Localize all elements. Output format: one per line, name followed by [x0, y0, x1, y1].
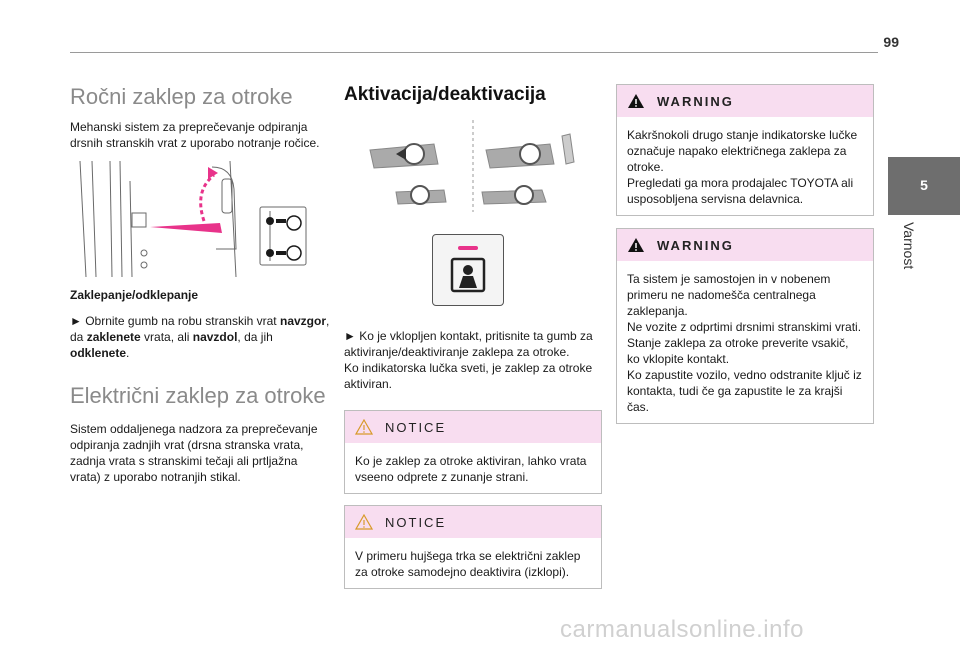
lock-unlock-subheading: Zaklepanje/odklepanje: [70, 288, 199, 302]
warning-line: Pregledati ga mora prodajalec TOYOTA ali usposobljena servisna delavnica.: [627, 176, 854, 206]
chapter-tab-label: [899, 222, 919, 312]
right-column: [616, 84, 874, 424]
instr-down: navzdol: [192, 330, 238, 344]
section-title-manual-lock: Ročni zaklep za otroke: [70, 84, 293, 109]
warning-line: Ko zapustite vozilo, vedno odstranite ključ iz kontakta, tudi če ga zapustite le za krajši čas.: [627, 368, 862, 414]
warning-icon: [627, 237, 645, 253]
warning-box-1: [616, 84, 874, 216]
indicator-explanation: Ko indikatorska lučka sveti, je zaklep za otroke aktiviran.: [344, 361, 593, 391]
watermark: carmanualsonline.info: [560, 616, 804, 643]
instr-up: navzgor: [279, 314, 326, 328]
door-latch-icon: [70, 161, 315, 277]
notice-title: NOTICE: [385, 514, 447, 530]
chapter-tab-text: Varnost: [901, 222, 917, 270]
notice-warning-icon: [355, 514, 373, 530]
notice-text: Ko je zaklep za otroke aktiviran, lahko vrata vseeno odprete z zunanje strani.: [355, 454, 587, 484]
notice-text: V primeru hujšega trka se električni zaklep za otroke samodejno deaktivira (izklopi).: [355, 549, 581, 579]
notice-title: NOTICE: [385, 419, 447, 435]
warning-icon: [627, 93, 645, 109]
door-config-illustrations: [344, 120, 602, 212]
indicator-light: [458, 246, 478, 250]
instr-part: ► Obrnite gumb na robu stranskih vrat: [70, 314, 280, 328]
manual-lock-intro: Mehanski sistem za preprečevanje odpiranja drsnih stranskih vrat z uporabo notranje ročice.: [70, 120, 320, 150]
warning-header: [617, 229, 873, 261]
activation-heading: Aktivacija/deaktivacija: [344, 84, 546, 105]
middle-column: [344, 84, 602, 589]
instr-unlock: odklenete: [70, 346, 127, 360]
warning-line: Ne vozite z odprtimi drsnimi stranskimi vrati.: [627, 320, 862, 334]
activation-instruction: ► Ko je vklopljen kontakt, pritisnite ta gumb za aktiviranje/deaktiviranje zaklepa za otroke.: [344, 329, 593, 359]
notice-warning-icon: [355, 419, 373, 435]
chapter-tab-number[interactable]: 5: [888, 157, 960, 213]
instr-part: vrata, ali: [140, 330, 193, 344]
child-lock-icon: [449, 256, 487, 294]
notice-header: [345, 506, 601, 538]
warning-line: Ta sistem je samostojen in v nobenem primeru ne nadomešča centralnega zaklepanja.: [627, 272, 831, 318]
instr-part: .: [126, 346, 130, 360]
page-number: 99: [883, 34, 899, 50]
instr-lock: zaklenete: [86, 330, 141, 344]
warning-title: WARNING: [657, 93, 734, 109]
chapter-tab-rule: [888, 213, 960, 215]
manual-lock-instruction: [70, 313, 330, 361]
header-rule: [70, 52, 878, 53]
warning-line: Stanje zaklepa za otroke preverite vsakič, ko vklopite kontakt.: [627, 336, 849, 366]
warning-box-2: [616, 228, 874, 424]
notice-header: [345, 411, 601, 443]
car-door-icon: [344, 120, 602, 212]
warning-title: WARNING: [657, 237, 734, 253]
warning-header: [617, 85, 873, 117]
instr-part: , da: [70, 314, 330, 344]
instr-part: , da jih: [237, 330, 273, 344]
warning-line: Kakršnokoli drugo stanje indikatorske lučke označuje napako električnega zaklepa za otroke.: [627, 128, 858, 174]
child-lock-button[interactable]: [432, 234, 504, 306]
electric-lock-description: Sistem oddaljenega nadzora za preprečevanje odpiranja zadnjih vrat (drsna stranska vrata, zadnja vrata s stranskimi tečaji ali prtljažna vrata) z uporabo notranjih stikal.: [70, 422, 318, 484]
notice-box-1: [344, 410, 602, 494]
manual-lock-illustration: [70, 161, 315, 277]
left-column: [70, 84, 330, 485]
section-title-electric-lock: Električni zaklep za otroke: [70, 383, 326, 408]
notice-box-2: [344, 505, 602, 589]
